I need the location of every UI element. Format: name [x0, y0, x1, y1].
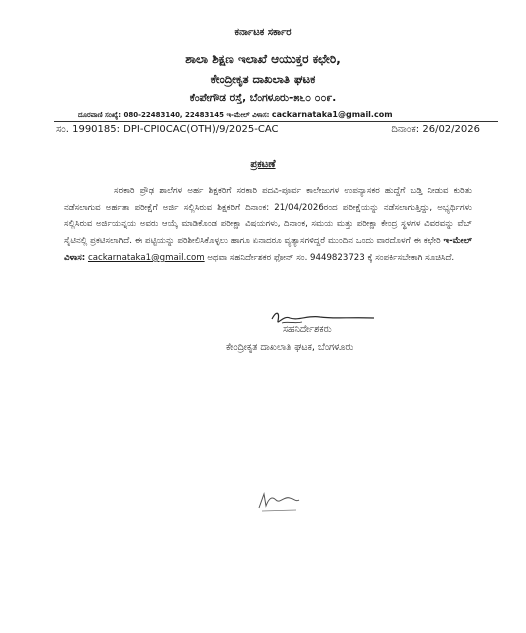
reference-number: ಸಂ. 1990185: DPI-CPI0CAC(OTH)/9/2025-CAC	[56, 124, 279, 135]
office-heading: ಶಾಲಾ ಶಿಕ್ಷಣ ಇಲಾಖೆ ಆಯುಕ್ತರ ಕಛೇರಿ,	[185, 52, 341, 66]
notice-body	[64, 183, 472, 267]
header-email-label: ಇ-ಮೇಲ್ ವಿಳಾಸ:	[226, 111, 270, 119]
header-email: cackarnataka1@gmail.com	[271, 110, 393, 119]
body-email-link[interactable]: cackarnataka1@gmail.com	[87, 252, 205, 263]
initials-mark	[256, 490, 302, 514]
contact-line	[78, 110, 478, 120]
notice-text-end: ಅಥವಾ ಸಹನಿರ್ದೇಶಕರ ಫೋನ್ ಸಂ. 9449823723 ಕ್ಕೆ ಸಂಪರ್ಕಿಸಬೇಕಾಗಿ ಸೂಚಿಸಿದೆ.	[207, 252, 455, 263]
reference-date: ದಿನಾಂಕ: 26/02/2026	[391, 124, 480, 135]
office-address: ಕೆಂಪೇಗೌಡ ರಸ್ತೆ, ಬೆಂಗಳೂರು-೫೬೦ ೦೦೯.	[189, 92, 337, 104]
header-divider	[54, 121, 498, 122]
signatory-unit: ಕೇಂದ್ರೀಕೃತ ದಾಖಲಾತಿ ಘಟಕ, ಬೆಂಗಳೂರು	[226, 342, 354, 353]
signatory-designation: ಸಹನಿರ್ದೇಶಕರು	[283, 324, 332, 335]
notice-title: ಪ್ರಕಟಣೆ	[250, 159, 276, 170]
phone-label: ದೂರವಾಣಿ ಸಂಖ್ಯೆ:	[78, 111, 122, 119]
phone-numbers: 080-22483140, 22483145	[123, 111, 224, 119]
unit-heading: ಕೇಂದ್ರೀಕೃತ ದಾಖಲಾತಿ ಘಟಕ	[210, 72, 316, 86]
body-email-label: ಇ-ಮೇಲ್ ವಿಳಾಸ:	[64, 236, 472, 263]
government-heading: ಕರ್ನಾಟಕ ಸರ್ಕಾರ	[234, 27, 292, 38]
notice-text-start: ಸರಕಾರಿ ಪ್ರೌಢ ಶಾಲೆಗಳ ಅರ್ಹ ಶಿಕ್ಷಕರಿಗೆ ಸರಕಾರಿ ಪದವಿ-ಪೂರ್ವ ಕಾಲೇಜುಗಳ ಉಪನ್ಯಾಸಕರ ಹುದ್ದೆಗೆ ಬಡ್ತಿ ನೀಡುವ ಕುರಿತು ನಡೆಸಲಾಗುವ ಅರ್ಹತಾ ಪರೀಕ್ಷೆಗೆ ಅರ್ಜಿ ಸಲ್ಲಿಸಿರುವ ಶಿಕ್ಷಕರಿಗೆ ದಿನಾಂಕ: 21/04/2026ರಂದ ಪರೀಕ್ಷೆಯನ್ನು ನಡೆಸಲಾಗುತ್ತಿದ್ದು, ಅಭ್ಯರ್ಥಿಗಳು ಸಲ್ಲಿಸಿರುವ ಅರ್ಜಿಯನ್ನಯ ಅವರು ಆಯ್ಕೆ ಮಾಡಿಕೊಂಡ ಪರೀಕ್ಷಾ ವಿಷಯಗಳು, ದಿನಾಂಕ, ಸಮಯ ಮತ್ತು ಪರೀಕ್ಷಾ ಕೇಂದ್ರ ಸ್ಥಳಗಳ ವಿವರವನ್ನು ವೆಬ್ ಸೈಟಿನಲ್ಲಿ ಪ್ರಕಟಿಸಲಾಗಿದೆ. ಈ ಪಟ್ಟಿಯನ್ನು ಪರಿಶೀಲಿಸಿಕೊಳ್ಳಲು ಹಾಗೂ ಏನಾದರೂ ವ್ಯತ್ಯಾಸಗಳಿದ್ದರೆ ಮುಂದಿನ ಒಂದು ವಾರದೊಳಗೆ ಈ ಕಛೇರಿ	[64, 186, 472, 247]
